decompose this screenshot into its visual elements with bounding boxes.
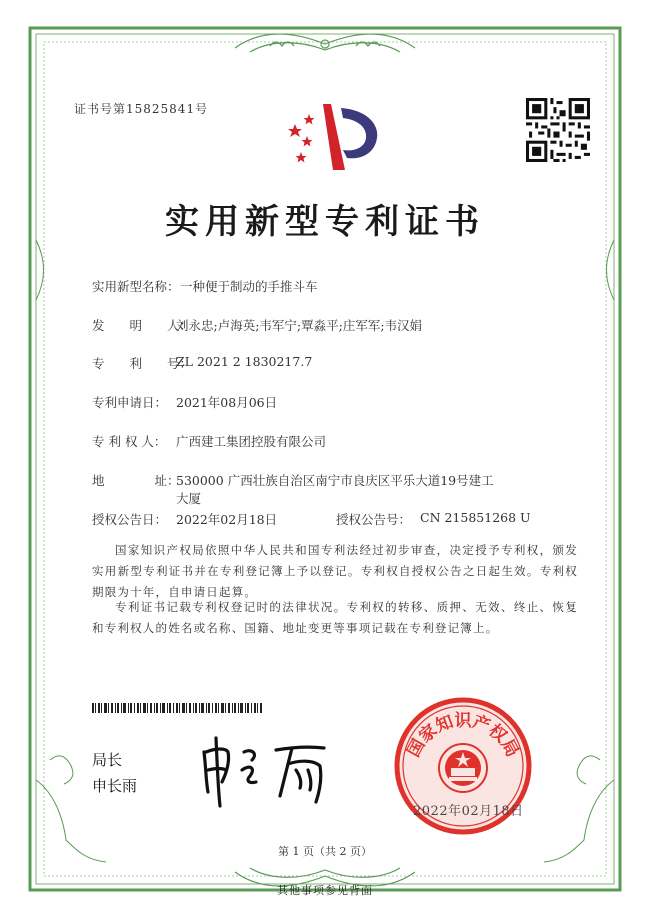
- barcode: [92, 703, 262, 713]
- grant-statement: 国家知识产权局依照中华人民共和国专利法经过初步审查，决定授予专利权，颁发实用新型专利证书并在专利登记簿上予以登记。专利权自授权公告之日起生效。专利权期限为十年，自申请日起算。: [92, 543, 578, 599]
- model-name-label: 实用新型名称：: [92, 279, 180, 294]
- certificate-number: 证书号第15825841号: [74, 102, 209, 116]
- director-name: 申长雨: [92, 777, 138, 795]
- qr-code: [526, 98, 590, 162]
- filing-date-label: 专利申请日：: [92, 395, 168, 410]
- address-label: 地 址：: [92, 473, 180, 488]
- footer-note: 其他事项参见背面: [277, 884, 373, 897]
- address-value-line1: 530000 广西壮族自治区南宁市良庆区平乐大道19号建工: [176, 473, 494, 488]
- page-number: 第 1 页（共 2 页）: [278, 845, 372, 858]
- seal-date: 2022年02月18日: [413, 804, 524, 819]
- patent-no-value: ZL 2021 2 1830217.7: [176, 354, 313, 369]
- seal-text: 国家知识产权局: [403, 711, 523, 761]
- patentee-label: 专 利 权 人：: [92, 434, 167, 449]
- patentee-value: 广西建工集团控股有限公司: [176, 434, 327, 449]
- grant-date-label: 授权公告日：: [92, 512, 168, 527]
- grant-no-value: CN 215851268 U: [420, 510, 531, 525]
- certificate-title: 实用新型专利证书: [165, 202, 485, 242]
- national-emblem-icon: [439, 744, 487, 792]
- filing-date-value: 2021年08月06日: [176, 395, 278, 410]
- patent-no-label: 专 利 号：: [92, 356, 193, 371]
- legal-status-statement: 专利证书记载专利权登记时的法律状况。专利权的转移、质押、无效、终止、恢复和专利权人的姓名或名称、国籍、地址变更等事项记载在专利登记簿上。: [92, 600, 578, 635]
- address-value-line2: 大厦: [176, 491, 202, 506]
- cnipa-logo-icon: [283, 98, 387, 178]
- inventors-label: 发 明 人：: [92, 318, 193, 333]
- model-name-value: 一种便于制动的手推斗车: [180, 279, 318, 294]
- grant-date-value: 2022年02月18日: [176, 512, 278, 527]
- inventors-value: 刘永忠;卢海英;韦军宁;覃淼平;庄军军;韦汉娟: [176, 318, 423, 333]
- grant-no-label: 授权公告号：: [336, 512, 412, 527]
- handwritten-signature: [196, 730, 336, 810]
- director-title: 局长: [92, 751, 123, 769]
